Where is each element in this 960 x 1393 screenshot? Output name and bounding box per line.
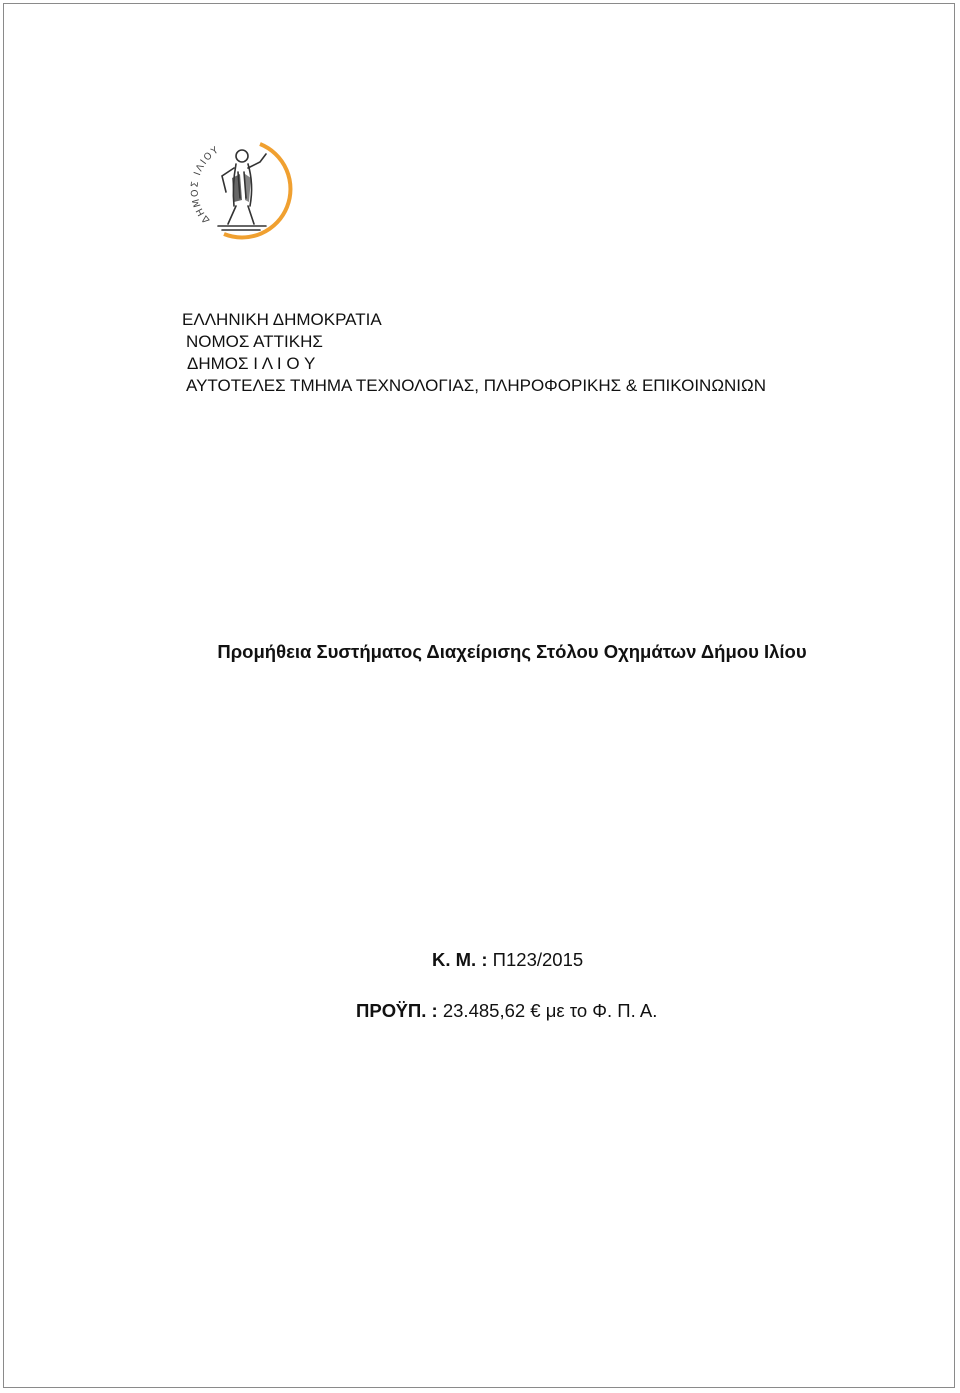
reference-label: Κ. Μ. : [432,949,488,970]
reference-line [432,949,583,971]
reference-value: Π123/2015 [492,949,584,970]
header-country: ΕΛΛΗΝΙΚΗ ΔΗΜΟΚΡΑΤΙΑ [182,310,382,329]
budget-line [356,1000,657,1022]
header-prefecture: ΝΟΜΟΣ ΑΤΤΙΚΗΣ [186,332,323,351]
header-municipality: ΔΗΜΟΣ Ι Λ Ι Ο Υ [187,354,316,373]
municipality-logo [188,128,300,244]
page-border [3,3,955,1388]
issuer-header [182,309,766,397]
header-department: ΑΥΤΟΤΕΛΕΣ ΤΜΗΜΑ ΤΕΧΝΟΛΟΓΙΑΣ, ΠΛΗΡΟΦΟΡΙΚΗΣ & ΕΠΙΚΟΙΝΩΝΙΩΝ [186,376,767,395]
budget-label: ΠΡΟΫΠ. : [356,1000,438,1021]
svg-text:ΔΗΜΟΣ ΙΛΙΟΥ: ΔΗΜΟΣ ΙΛΙΟΥ [189,144,222,226]
budget-value: 23.485,62 € με το Φ. Π. Α. [442,1000,658,1021]
project-title: Προμήθεια Συστήματος Διαχείρισης Στόλου Οχημάτων Δήμου Ιλίου [217,641,807,662]
